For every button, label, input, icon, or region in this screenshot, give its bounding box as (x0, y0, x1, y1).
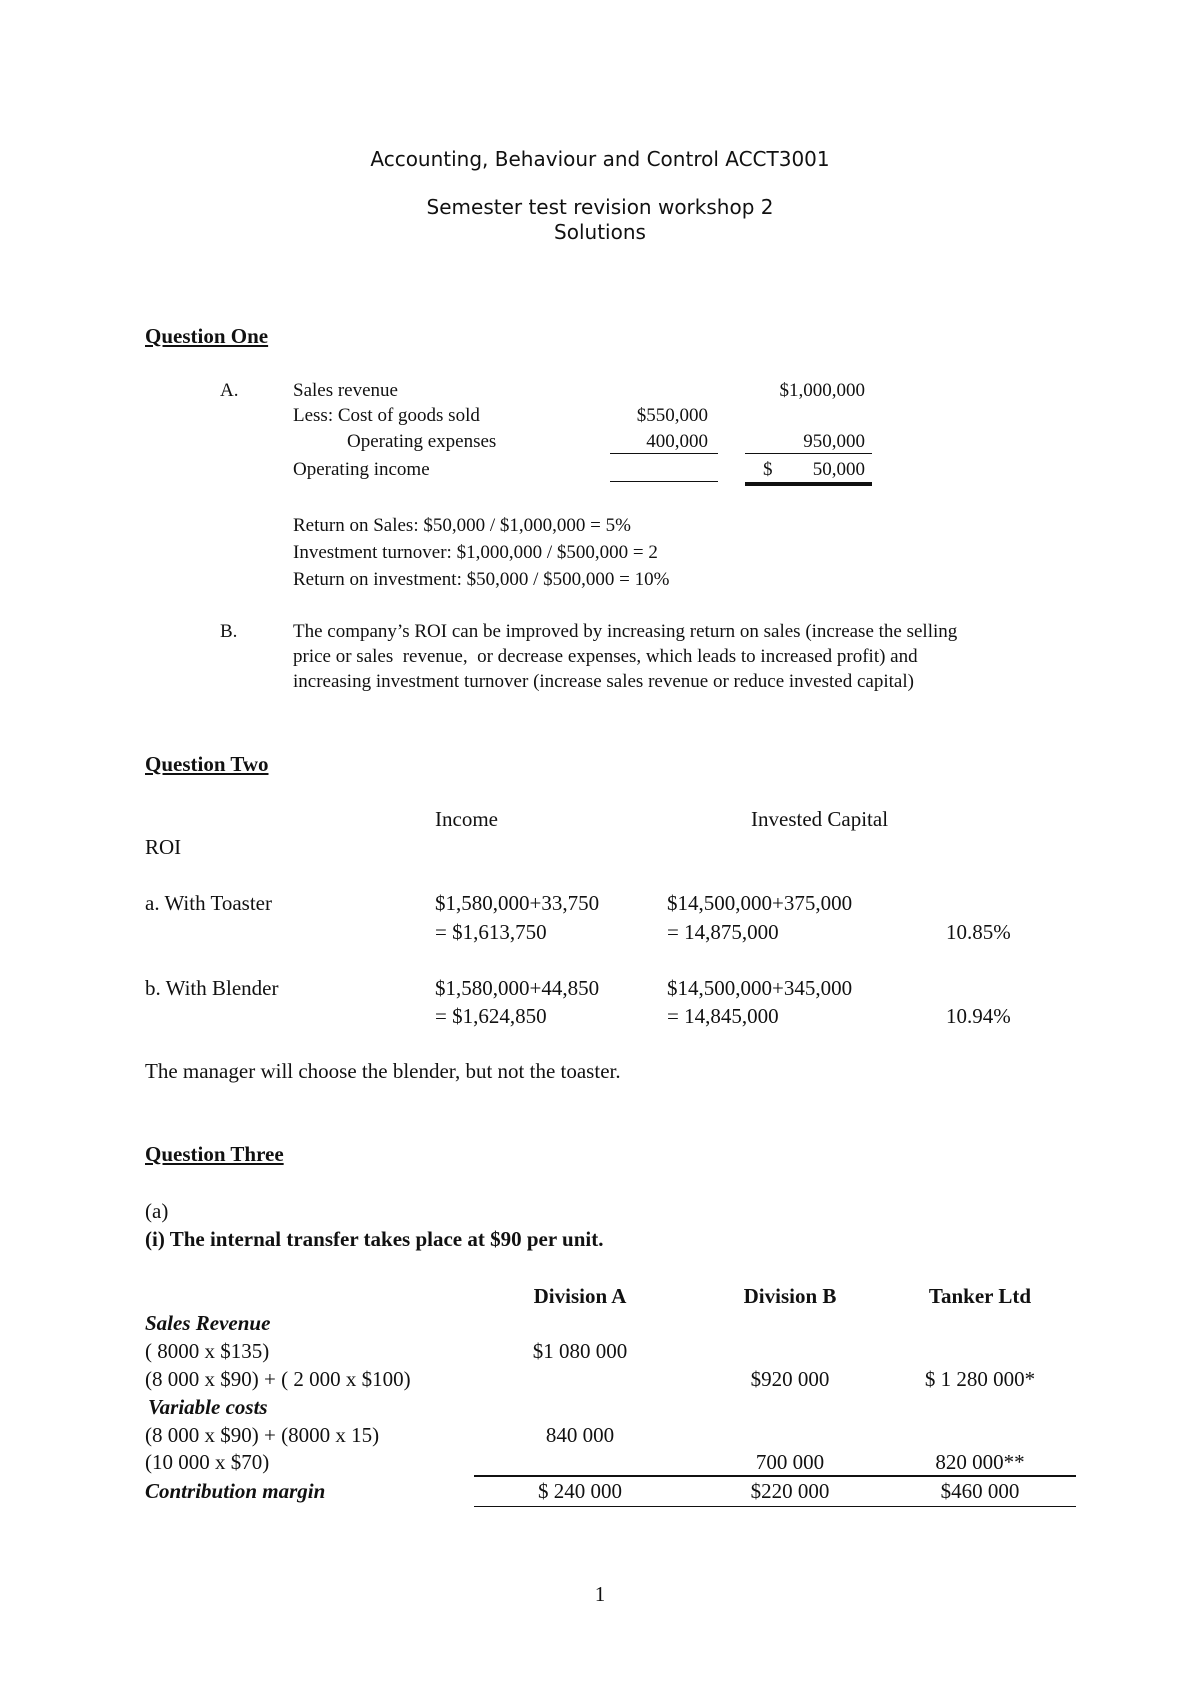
toaster-roi: 10.85% (946, 920, 1011, 944)
expenses-total: 950,000 (803, 431, 865, 452)
document-subtitle: Semester test revision workshop 2 (426, 195, 774, 219)
contribution-division-b: $220 000 (750, 1479, 830, 1503)
cogs-label: Less: Cost of goods sold (293, 405, 480, 426)
division-b-header: Division B (743, 1284, 837, 1308)
blender-roi: 10.94% (946, 1004, 1011, 1028)
toaster-capital-1: $14,500,000+375,000 (667, 891, 853, 915)
document-subtitle-solutions: Solutions (554, 220, 646, 244)
total-rule (745, 453, 872, 454)
part-b-label: B. (220, 621, 238, 642)
row-4-label: (10 000 x $70) (145, 1450, 270, 1474)
row-3-division-a: 840 000 (545, 1423, 615, 1447)
row-2-tanker: $ 1 280 000* (924, 1367, 1036, 1391)
cogs-value: $550,000 (636, 405, 708, 426)
opex-label: Operating expenses (347, 431, 497, 452)
contribution-top-rule (474, 1475, 1076, 1477)
toaster-income-2: = $1,613,750 (435, 920, 547, 944)
blender-capital-2: = 14,845,000 (667, 1004, 779, 1028)
blender-income-2: = $1,624,850 (435, 1004, 547, 1028)
part-b-line-3: increasing investment turnover (increase sales revenue or reduce invested capital) (293, 671, 914, 692)
invested-capital-column-header: Invested Capital (751, 807, 889, 831)
sales-revenue-label: Sales revenue (293, 380, 398, 401)
toaster-label: a. With Toaster (145, 891, 272, 915)
part-b-line-2: price or sales revenue, or decrease expenses, which leads to increased profit) and (293, 646, 918, 667)
part-a-marker: (a) (145, 1199, 169, 1223)
toaster-capital-2: = 14,875,000 (667, 920, 779, 944)
contribution-bottom-rule (474, 1506, 1076, 1507)
blender-income-1: $1,580,000+44,850 (435, 976, 600, 1000)
return-on-investment: Return on investment: $50,000 / $500,000 = 10% (293, 569, 670, 590)
row-3-label: (8 000 x $90) + (8000 x 15) (145, 1423, 380, 1447)
subtotal-rule-2 (610, 481, 718, 482)
document-title: Accounting, Behaviour and Control ACCT3001 (370, 147, 830, 171)
question-two-heading: Question Two (145, 752, 269, 776)
question-three-heading: Question Three (145, 1142, 284, 1166)
operating-income-dollar: $ (763, 459, 773, 480)
operating-income-value: 50,000 (812, 459, 865, 480)
question-one-heading: Question One (145, 324, 269, 348)
contribution-tanker: $460 000 (940, 1479, 1020, 1503)
row-2-division-b: $920 000 (750, 1367, 830, 1391)
double-total-rule (745, 482, 872, 486)
page-number: 1 (594, 1582, 606, 1606)
transfer-price-subheading: (i) The internal transfer takes place at $90 per unit. (145, 1227, 604, 1251)
row-1-division-a: $1 080 000 (532, 1339, 628, 1363)
tanker-ltd-header: Tanker Ltd (928, 1284, 1032, 1308)
blender-capital-1: $14,500,000+345,000 (667, 976, 853, 1000)
row-4-tanker: 820 000** (935, 1450, 1025, 1474)
row-1-label: ( 8000 x $135) (145, 1339, 270, 1363)
row-2-label: (8 000 x $90) + ( 2 000 x $100) (145, 1367, 411, 1391)
blender-label: b. With Blender (145, 976, 279, 1000)
toaster-income-1: $1,580,000+33,750 (435, 891, 600, 915)
sales-revenue-section: Sales Revenue (145, 1311, 271, 1335)
income-column-header: Income (435, 807, 498, 831)
row-4-division-b: 700 000 (755, 1450, 825, 1474)
contribution-division-a: $ 240 000 (538, 1479, 622, 1503)
question-two-conclusion: The manager will choose the blender, but not the toaster. (145, 1059, 621, 1083)
division-a-header: Division A (533, 1284, 627, 1308)
sales-revenue-total: $1,000,000 (779, 380, 865, 401)
contribution-margin-label: Contribution margin (145, 1479, 326, 1503)
investment-turnover: Investment turnover: $1,000,000 / $500,000 = 2 (293, 542, 658, 563)
opex-value: 400,000 (646, 431, 708, 452)
part-a-label: A. (220, 380, 239, 401)
variable-costs-section: Variable costs (148, 1395, 268, 1419)
subtotal-rule (610, 453, 718, 454)
roi-column-header: ROI (145, 835, 182, 859)
part-b-line-1: The company’s ROI can be improved by increasing return on sales (increase the selling (293, 621, 958, 642)
operating-income-label: Operating income (293, 459, 430, 480)
return-on-sales: Return on Sales: $50,000 / $1,000,000 = 5% (293, 515, 631, 536)
